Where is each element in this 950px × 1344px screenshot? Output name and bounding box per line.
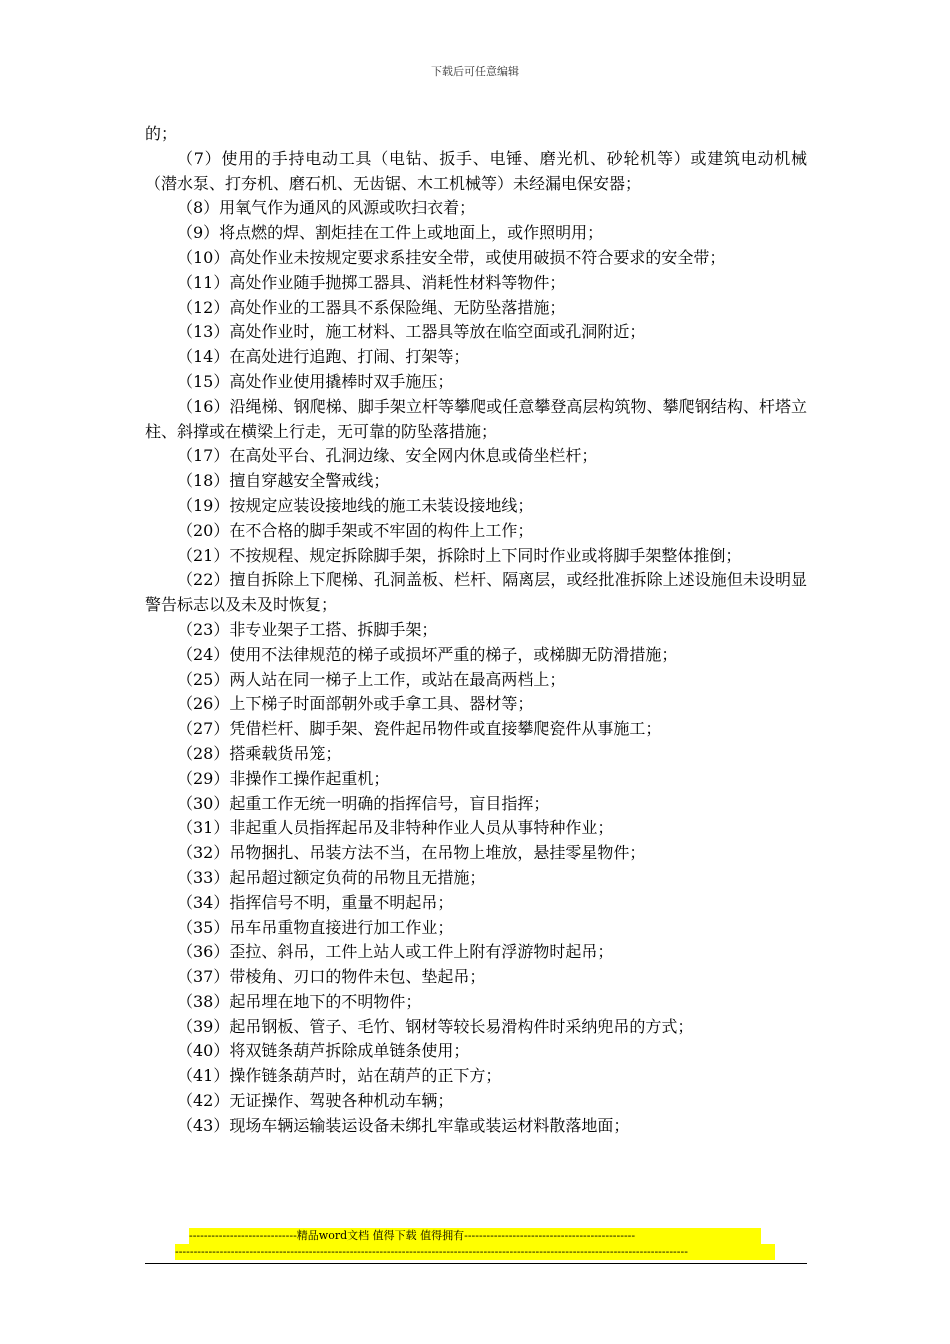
list-item: （22）擅自拆除上下爬梯、孔洞盖板、栏杆、隔离层，或经批准拆除上述设施但未设明显警告标志以及未及时恢复； — [145, 570, 807, 615]
list-item: （37）带棱角、刃口的物件未包、垫起吊； — [177, 967, 486, 987]
list-item: （36）歪拉、斜吊，工件上站人或工件上附有浮游物时起吊； — [177, 942, 614, 962]
list-item: （43）现场车辆运输装运设备未绑扎牢靠或装运材料散落地面； — [177, 1115, 630, 1135]
list-item: （23）非专业架子工搭、拆脚手架； — [177, 619, 438, 639]
list-item: （12）高处作业的工器具不系保险绳、无防坠落措施； — [177, 297, 566, 317]
list-item: （39）起吊钢板、管子、毛竹、钢材等较长易滑构件时采纳兜吊的方式； — [177, 1016, 694, 1036]
list-item: （28）搭乘载货吊笼； — [177, 743, 342, 763]
list-item: （38）起吊埋在地下的不明物件； — [177, 991, 422, 1011]
list-item: （40）将双链条葫芦拆除成单链条使用； — [177, 1041, 470, 1061]
list-item: （14）在高处进行追跑、打闹、打架等； — [177, 347, 470, 367]
list-item: （7）使用的手持电动工具（电钻、扳手、电锤、磨光机、砂轮机等）或建筑电动机械（潜水泵、打夯机、磨石机、无齿锯、木工机械等）未经漏电保安器； — [145, 148, 807, 193]
footer-banner-line-1: -----------------------------精品word文档 值得下载 值得拥有---------------------------------------------- — [189, 1228, 761, 1244]
list-item: （21）不按规程、规定拆除脚手架，拆除时上下同时作业或将脚手架整体推倒； — [177, 545, 742, 565]
list-item: （9）将点燃的焊、割炬挂在工件上或地面上，或作照明用； — [177, 223, 604, 243]
list-item: （42）无证操作、驾驶各种机动车辆； — [177, 1091, 454, 1111]
list-item: 的； — [145, 124, 178, 143]
list-item: （10）高处作业未按规定要求系挂安全带，或使用破损不符合要求的安全带； — [177, 247, 726, 267]
list-item: （20）在不合格的脚手架或不牢固的构件上工作； — [177, 520, 534, 540]
document-body — [145, 122, 807, 1139]
list-item: （29）非操作工操作起重机； — [177, 768, 390, 788]
list-item: （35）吊车吊重物直接进行加工作业； — [177, 917, 454, 937]
list-item: （8）用氧气作为通风的风源或吹扫衣着； — [177, 198, 476, 218]
list-item: （26）上下梯子时面部朝外或手拿工具、器材等； — [177, 694, 534, 714]
list-item: （17）在高处平台、孔洞边缘、安全网内休息或倚坐栏杆； — [177, 446, 598, 466]
list-item: （15）高处作业使用撬棒时双手施压； — [177, 371, 454, 391]
list-item: （34）指挥信号不明，重量不明起吊； — [177, 892, 454, 912]
list-item: （31）非起重人员指挥起吊及非特种作业人员从事特种作业； — [177, 818, 614, 838]
list-item: （24）使用不法律规范的梯子或损坏严重的梯子，或梯脚无防滑措施； — [177, 644, 678, 664]
list-item: （27）凭借栏杆、脚手架、瓷件起吊物件或直接攀爬瓷件从事施工； — [177, 719, 662, 739]
page-header: 下载后可任意编辑 — [431, 65, 519, 78]
list-item: （19）按规定应装设接地线的施工未装设接地线； — [177, 495, 534, 515]
page-footer-banner — [175, 1228, 775, 1260]
list-item: （33）起吊超过额定负荷的吊物且无措施； — [177, 867, 486, 887]
list-item: （41）操作链条葫芦时，站在葫芦的正下方； — [177, 1066, 502, 1086]
footer-divider — [145, 1263, 807, 1264]
list-item: （32）吊物捆扎、吊装方法不当，在吊物上堆放，悬挂零星物件； — [177, 843, 646, 863]
list-item: （30）起重工作无统一明确的指挥信号，盲目指挥； — [177, 793, 550, 813]
list-item: （25）两人站在同一梯子上工作，或站在最高两档上； — [177, 669, 566, 689]
list-item: （16）沿绳梯、钢爬梯、脚手架立杆等攀爬或任意攀登高层构筑物、攀爬钢结构、杆塔立柱、斜撑或在横梁上行走，无可靠的防坠落措施； — [145, 396, 807, 441]
list-item: （11）高处作业随手抛掷工器具、消耗性材料等物件； — [177, 272, 566, 292]
list-item: （13）高处作业时，施工材料、工器具等放在临空面或孔洞附近； — [177, 322, 646, 342]
list-item: （18）擅自穿越安全警戒线； — [177, 471, 390, 491]
footer-banner-line-2: ------------------------------------------------------------------------------------------------------------------------------------------ — [175, 1244, 775, 1260]
